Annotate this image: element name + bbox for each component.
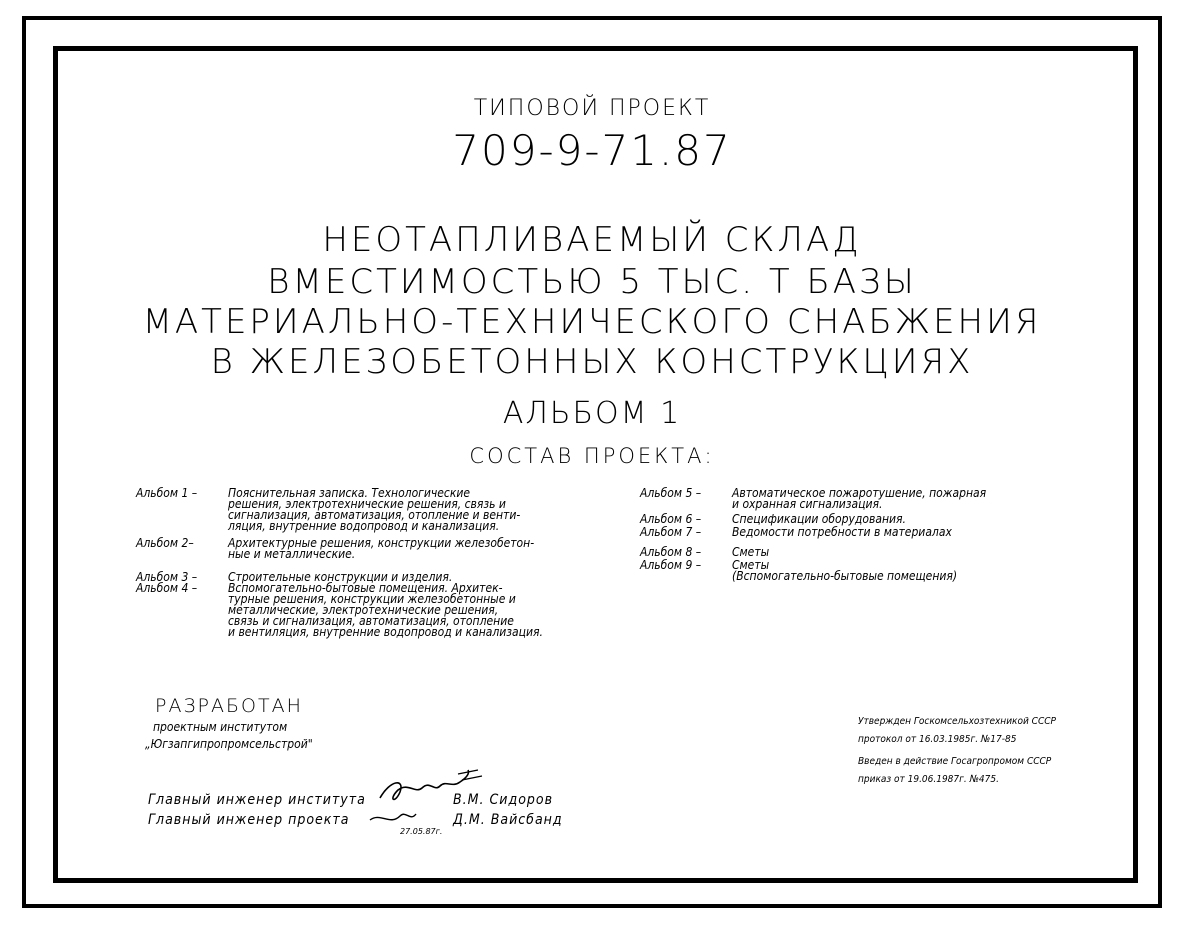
album-desc-line: Сметы xyxy=(732,545,770,559)
album-desc-line: Архитектурные решения, конструкции железобетон- xyxy=(228,536,535,550)
album-desc-line: решения, электротехнические решения, связь и xyxy=(228,497,506,511)
title-line-3: МАТЕРИАЛЬНО-ТЕХНИЧЕСКОГО СНАБЖЕНИЯ xyxy=(142,302,1042,342)
title-line-2: ВМЕСТИМОСТЬЮ 5 ТЫС. Т БАЗЫ xyxy=(267,262,917,302)
album-desc-line: турные решения, конструкции железобетонные и xyxy=(228,592,516,606)
album-label: Альбом 7 – xyxy=(640,525,702,539)
album-desc-line: Вспомогательно-бытовые помещения. Архитек- xyxy=(228,581,503,595)
album-label: Альбом 2– xyxy=(136,536,194,550)
signatory-role: Главный инженер института xyxy=(148,792,366,808)
album-label: Альбом 5 – xyxy=(640,486,702,500)
signature-mark xyxy=(360,760,490,840)
album-desc-line: и вентиляция, внутренние водопровод и канализация. xyxy=(228,625,543,639)
album-label: Альбом 8 – xyxy=(640,545,702,559)
project-code: 709-9-71.87 xyxy=(452,126,732,175)
album-label: Альбом 6 – xyxy=(640,512,702,526)
album-label: Альбом 3 – xyxy=(136,570,198,584)
approval-line: приказ от 19.06.1987г. №475. xyxy=(858,774,999,785)
signatory-name: В.М. Сидоров xyxy=(453,792,554,808)
album-desc-line: ляция, внутренние водопровод и канализация. xyxy=(228,519,500,533)
approval-line: Введен в действие Госагропромом СССР xyxy=(858,756,1052,767)
album-desc-line: металлические, электротехнические решения, xyxy=(228,603,499,617)
title-line-1: НЕОТАПЛИВАЕМЫЙ СКЛАД xyxy=(322,220,862,260)
album-desc-line: Автоматическое пожаротушение, пожарная xyxy=(732,486,987,500)
album-desc-line: (Вспомогательно-бытовые помещения) xyxy=(732,569,958,583)
album-desc-line: сигнализация, автоматизация, отопление и венти- xyxy=(228,508,521,522)
signatory-name: Д.М. Вайсбанд xyxy=(453,812,563,828)
album-desc-line: Пояснительная записка. Технологические xyxy=(228,486,470,500)
approval-line: Утвержден Госкомсельхозтехникой СССР xyxy=(858,716,1056,727)
album-desc-line: Спецификации оборудования. xyxy=(732,512,906,526)
composition-heading: СОСТАВ ПРОЕКТА: xyxy=(469,444,715,468)
project-type-label: ТИПОВОЙ ПРОЕКТ xyxy=(473,96,711,121)
album-desc-line: Ведомости потребности в материалах xyxy=(732,525,952,539)
signature-date: 27.05.87г. xyxy=(400,827,443,836)
signatory-row xyxy=(148,792,366,808)
album-label: Альбом 9 – xyxy=(640,558,702,572)
album-title: АЛЬБОМ 1 xyxy=(502,396,682,431)
album-label: Альбом 1 – xyxy=(136,486,198,500)
album-desc-line: ные и металлические. xyxy=(228,547,356,561)
album-label: Альбом 4 – xyxy=(136,581,198,595)
title-line-4: В ЖЕЛЕЗОБЕТОННЫХ КОНСТРУКЦИЯХ xyxy=(210,342,974,382)
album-desc-line: Строительные конструкции и изделия. xyxy=(228,570,453,584)
signatory-row xyxy=(148,812,349,828)
approval-line: протокол от 16.03.1985г. №17-85 xyxy=(858,734,1017,745)
developer-line-2: „Югзапгипропромсельстрой" xyxy=(145,737,313,751)
album-desc-line: Сметы xyxy=(732,558,770,572)
album-desc-line: и охранная сигнализация. xyxy=(732,497,883,511)
developer-title: РАЗРАБОТАН xyxy=(155,695,303,717)
signatory-role: Главный инженер проекта xyxy=(148,812,350,828)
album-desc-line: связь и сигнализация, автоматизация, отопление xyxy=(228,614,514,628)
developer-line-1: проектным институтом xyxy=(153,720,288,734)
